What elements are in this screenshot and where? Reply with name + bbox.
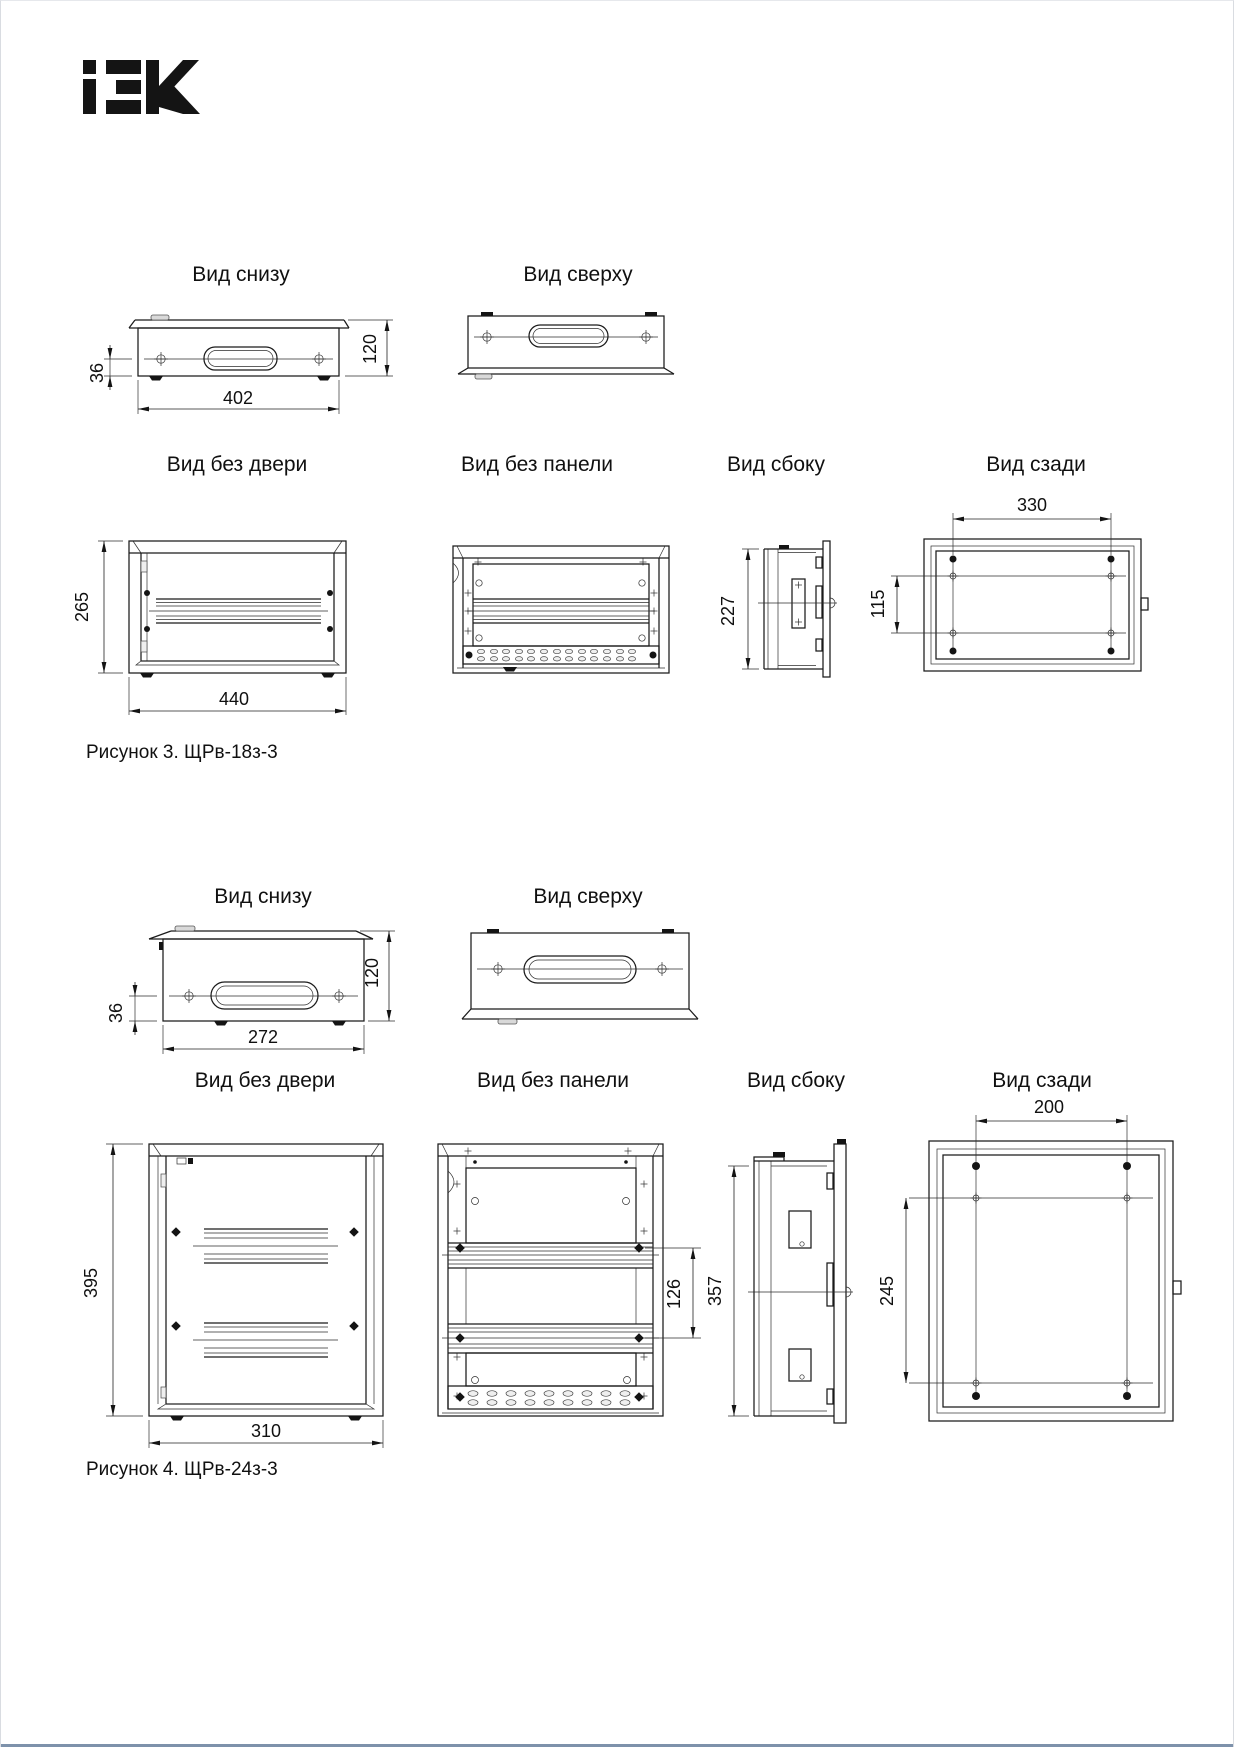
- fig3-top-view-title: Вид сверху: [523, 263, 633, 286]
- fig4-top-screw-left: [491, 962, 505, 976]
- fig3-top-flange: [458, 368, 674, 379]
- fig4-dim-recess-label: 36: [106, 1002, 126, 1024]
- fig4-dim-rear-span-v: [877, 1198, 906, 1383]
- fig3-bottom-view-title: Вид снизу: [192, 263, 290, 286]
- fig3-dim-width-bottom-label: 402: [222, 388, 254, 408]
- fig3-no-panel-view-title: Вид без панели: [461, 453, 613, 476]
- fig4-no-door-din-rail-2: [171, 1321, 359, 1357]
- iek-logo-glyphs: [83, 60, 200, 114]
- fig3-dim-depth-label: 120: [360, 333, 380, 365]
- fig4-dim-recess: [106, 982, 157, 1035]
- fig3-bottom-flange: [129, 315, 349, 328]
- fig4-top-clip: [498, 1019, 517, 1024]
- fig3-bottom-clip: [151, 315, 169, 320]
- iek-logo: [76, 51, 206, 121]
- fig4-bottom-clip: [175, 926, 195, 931]
- fig3-dim-width-front-label: 440: [218, 689, 250, 709]
- fig4-rear-mounting-holes: [909, 1162, 1153, 1400]
- fig3-dim-height-front-label: 265: [72, 591, 92, 623]
- fig4-dim-rear-span-h: [976, 1097, 1127, 1162]
- fig3-no-door-din-rail: [144, 590, 333, 632]
- fig3-dim-depth: [345, 320, 393, 376]
- fig3-bottom-body: [138, 328, 339, 381]
- fig4-side-view-title: Вид сбоку: [747, 1069, 845, 1092]
- fig4-top-body: [471, 929, 689, 1009]
- fig3-top-view-drawing: [441, 299, 701, 409]
- fig3-no-door-drawing: [61, 531, 391, 723]
- fig4-dim-width-bottom: [163, 1025, 364, 1054]
- fig3-no-panel-cable-entry-strip: [463, 646, 659, 664]
- fig4-no-door-drawing: [71, 1131, 401, 1463]
- fig3-bottom-screw-left: [154, 352, 168, 366]
- fig4-bottom-view-drawing: [101, 921, 411, 1063]
- fig3-dim-rear-span-v-label: 115: [868, 589, 888, 619]
- fig4-no-door-din-rail-1: [171, 1227, 359, 1263]
- fig4-dim-height-front-label: 395: [81, 1267, 101, 1299]
- fig4-bottom-body: [159, 939, 364, 1026]
- fig4-no-panel-din-rail-2: [442, 1324, 659, 1353]
- fig4-bottom-screw-right: [332, 989, 346, 1003]
- fig3-caption: Рисунок 3. ЩРв-18з-3: [86, 742, 278, 763]
- fig4-side-profile: [748, 1139, 853, 1423]
- fig3-no-panel-mounting-plate: [465, 564, 658, 646]
- fig3-dim-rear-span-v: [868, 576, 897, 633]
- fig4-dim-width-front-label: 310: [250, 1421, 282, 1441]
- fig4-rear-latch: [1173, 1281, 1181, 1294]
- fig4-side-front-frame: [834, 1144, 846, 1423]
- fig4-rear-view-drawing: [861, 1081, 1221, 1451]
- fig4-top-flange: [462, 1009, 698, 1024]
- fig3-top-screw-right: [639, 330, 653, 344]
- fig4-dim-width-front: [149, 1420, 383, 1448]
- fig3-top-body: [468, 312, 664, 368]
- fig4-dim-width-bottom-label: 272: [247, 1027, 279, 1047]
- fig4-no-panel-plate-top: [466, 1168, 636, 1243]
- fig4-bottom-view-title: Вид снизу: [214, 885, 312, 908]
- fig4-dim-depth: [360, 931, 395, 1021]
- fig3-no-panel-drawing: [446, 536, 686, 686]
- fig3-dim-recess: [87, 345, 132, 390]
- fig4-top-screw-right: [655, 962, 669, 976]
- fig4-dim-height-side: [705, 1166, 749, 1416]
- fig4-no-panel-view-title: Вид без панели: [477, 1069, 629, 1092]
- fig3-top-screw-left: [480, 330, 494, 344]
- fig4-dim-rear-span-h-label: 200: [1033, 1097, 1065, 1117]
- fig4-side-view-drawing: [701, 1131, 866, 1451]
- fig3-no-door-enclosure: [129, 541, 346, 678]
- fig4-bottom-screw-left: [182, 989, 196, 1003]
- fig4-dim-rail-pitch-label: 126: [664, 1278, 684, 1310]
- fig4-no-panel-drawing: [426, 1131, 716, 1431]
- fig4-rear-enclosure: [929, 1141, 1181, 1421]
- fig3-rear-view-title: Вид сзади: [986, 453, 1086, 476]
- fig3-top-clip: [475, 374, 492, 379]
- fig4-no-panel-enclosure: [438, 1144, 663, 1416]
- fig4-no-door-view-title: Вид без двери: [194, 1069, 336, 1092]
- fig3-dim-width-bottom: [138, 380, 339, 414]
- fig4-dim-height-front: [81, 1144, 143, 1416]
- fig3-rear-mounting-holes: [891, 556, 1126, 655]
- fig4-dim-depth-label: 120: [362, 957, 382, 989]
- fig3-bottom-view-drawing: [86, 299, 401, 421]
- fig3-rear-latch: [1141, 598, 1148, 610]
- fig4-top-view-title: Вид сверху: [533, 885, 643, 908]
- fig3-dim-height-side: [718, 549, 759, 669]
- fig3-bottom-screw-right: [312, 352, 326, 366]
- fig3-dim-rear-span-h-label: 330: [1016, 495, 1048, 515]
- fig3-dim-height-front: [72, 541, 123, 673]
- fig4-bottom-flange: [149, 926, 373, 939]
- fig3-no-panel-din-rail: [467, 599, 655, 623]
- fig4-no-panel-din-rail-1: [442, 1243, 659, 1268]
- fig3-dim-width-front: [129, 677, 346, 715]
- fig4-top-view-drawing: [446, 921, 716, 1036]
- fig3-side-view-title: Вид сбоку: [727, 453, 825, 476]
- fig4-dim-rear-span-v-label: 245: [877, 1275, 897, 1307]
- fig4-rear-view-title: Вид сзади: [992, 1069, 1092, 1092]
- fig4-caption: Рисунок 4. ЩРв-24з-3: [86, 1459, 278, 1480]
- fig4-no-door-enclosure: [149, 1144, 383, 1421]
- fig3-rear-view-drawing: [821, 481, 1161, 693]
- fig4-no-panel-plate-bottom: [466, 1353, 636, 1386]
- fig3-no-door-view-title: Вид без двери: [166, 453, 308, 476]
- fig3-dim-height-side-label: 227: [718, 595, 738, 627]
- fig4-dim-height-side-label: 357: [705, 1275, 725, 1307]
- fig3-no-panel-enclosure: [453, 546, 669, 673]
- fig4-no-panel-cable-entry-strip: [448, 1386, 653, 1409]
- fig3-dim-recess-label: 36: [87, 362, 107, 384]
